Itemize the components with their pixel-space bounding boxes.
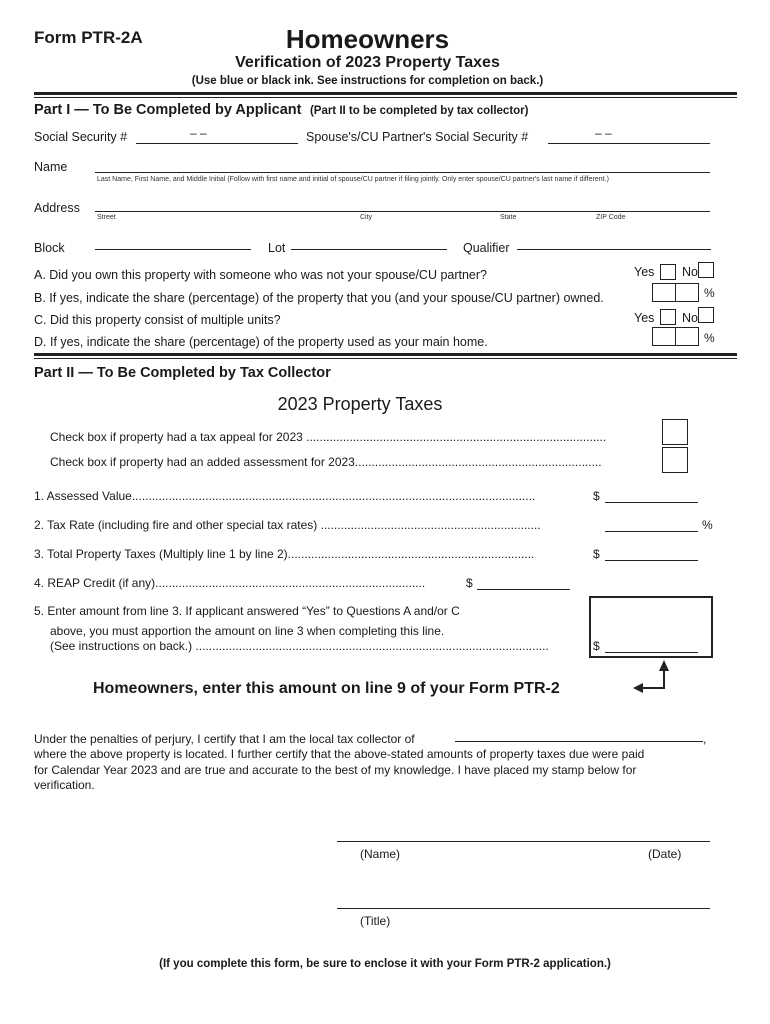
spouse-ssn-label: Spouse's/CU Partner's Social Security # [306, 130, 529, 144]
certification-line-3: for Calendar Year 2023 and are true and accurate to the best of my knowledge. I have placed my stamp below for [34, 763, 637, 777]
spouse-ssn-field[interactable] [548, 143, 710, 144]
question-a-no-checkbox[interactable] [698, 262, 714, 278]
question-a-no-label: No [682, 265, 698, 279]
form-instructions: (Use blue or black ink. See instructions for completion on back.) [191, 75, 544, 87]
line3-dollar: $ [593, 547, 600, 561]
name-label: Name [34, 160, 68, 174]
header-rule-thick [34, 92, 737, 95]
signature-title-label: (Title) [360, 914, 391, 928]
certification-line-1: Under the penalties of perjury, I certify that I am the local tax collector of [34, 732, 415, 746]
line4-label: 4. REAP Credit (if any)................................................................................. [34, 576, 426, 590]
zip-hint: ZIP Code [596, 214, 626, 221]
footer-note: (If you complete this form, be sure to enclose it with your Form PTR-2 application.) [159, 958, 611, 970]
line1-amount-field[interactable] [605, 502, 698, 503]
ssn-field[interactable] [136, 143, 298, 144]
form-id: Form PTR-2A [34, 28, 143, 47]
qualifier-field[interactable] [517, 249, 711, 250]
spouse-ssn-dashes: – – [595, 126, 612, 140]
question-c-yes-checkbox[interactable] [660, 309, 676, 325]
line5-label-3: (See instructions on back.) .......................................................................................................... [50, 639, 549, 653]
line2-label: 2. Tax Rate (including fire and other special tax rates) .................................................................. [34, 518, 541, 532]
line4-amount-field[interactable] [477, 589, 570, 590]
question-b-percent-box-1[interactable] [652, 283, 676, 302]
question-b-percent-sign: % [704, 286, 715, 300]
form-title: Homeowners [285, 24, 450, 54]
certification-line-4: verification. [34, 778, 95, 792]
name-hint: Last Name, First Name, and Middle Initial (Follow with first name and initial of spouse/CU partner if filing jointly. Only enter spouse/CU partner's last name if different.) [97, 176, 609, 183]
question-d-percent-sign: % [704, 331, 715, 345]
question-d-percent-box-1[interactable] [652, 327, 676, 346]
ssn-dashes: – – [190, 126, 207, 140]
question-a-yes-checkbox[interactable] [660, 264, 676, 280]
line5-label-2: above, you must apportion the amount on line 3 when completing this line. [50, 624, 445, 638]
question-c-no-label: No [682, 311, 698, 325]
signature-date-label: (Date) [648, 847, 682, 861]
line2-percent: % [702, 518, 713, 532]
name-field[interactable] [95, 172, 710, 173]
header-rule-thin [34, 97, 737, 98]
qualifier-label: Qualifier [463, 241, 510, 255]
address-label: Address [34, 201, 80, 215]
block-field[interactable] [95, 249, 251, 250]
added-assessment-label: Check box if property had an added assessment for 2023.......................................................................... [50, 455, 602, 469]
city-hint: City [360, 214, 373, 221]
question-c-no-checkbox[interactable] [698, 307, 714, 323]
tax-appeal-label: Check box if property had a tax appeal for 2023 .......................................................................................... [50, 430, 607, 444]
lot-label: Lot [268, 241, 286, 255]
question-d-percent-box-2[interactable] [675, 327, 699, 346]
title-signature-line[interactable] [337, 908, 710, 909]
lot-field[interactable] [291, 249, 447, 250]
certification-comma: , [703, 732, 707, 746]
line5-highlight-box [589, 596, 713, 658]
block-label: Block [34, 241, 65, 255]
ssn-label: Social Security # [34, 130, 128, 144]
question-c: C. Did this property consist of multiple units? [34, 313, 281, 327]
question-b-percent-box-2[interactable] [675, 283, 699, 302]
question-c-yes-label: Yes [634, 311, 655, 325]
part1-rule-thick [34, 353, 737, 356]
street-hint: Street [97, 214, 116, 221]
name-date-signature-line[interactable] [337, 841, 710, 842]
form-subtitle: Verification of 2023 Property Taxes [235, 54, 500, 71]
line1-label: 1. Assessed Value......................................................................................................................... [34, 489, 536, 503]
address-field[interactable] [95, 211, 710, 212]
line5-dollar: $ [593, 639, 600, 653]
line5-label-1: 5. Enter amount from line 3. If applicant answered “Yes” to Questions A and/or C [34, 604, 460, 618]
part2-section-title: 2023 Property Taxes [277, 394, 443, 414]
added-assessment-checkbox[interactable] [662, 447, 688, 473]
homeowners-note: Homeowners, enter this amount on line 9 of your Form PTR-2 [93, 680, 560, 697]
question-b: B. If yes, indicate the share (percentage) of the property that you (and your spouse/CU partner) owned. [34, 291, 604, 305]
line2-rate-field[interactable] [605, 531, 698, 532]
part1-rule-thin [34, 358, 737, 359]
line5-amount-field[interactable] [605, 652, 698, 653]
line3-label: 3. Total Property Taxes (Multiply line 1 by line 2).......................................................................... [34, 547, 535, 561]
line3-amount-field[interactable] [605, 560, 698, 561]
tax-collector-municipality-field[interactable] [455, 741, 703, 742]
question-d: D. If yes, indicate the share (percentage) of the property used as your main home. [34, 335, 488, 349]
part1-heading: Part I — To Be Completed by Applicant [34, 102, 302, 118]
signature-name-label: (Name) [360, 847, 401, 861]
line4-dollar: $ [466, 576, 473, 590]
part2-heading: Part II — To Be Completed by Tax Collector [34, 365, 331, 381]
certification-line-2: where the above property is located. I further certify that the above-stated amounts of property taxes due were paid [34, 747, 645, 761]
question-a-yes-label: Yes [634, 265, 655, 279]
part1-heading-row [34, 101, 528, 119]
question-a: A. Did you own this property with someone who was not your spouse/CU partner? [34, 268, 488, 282]
part1-heading-note: (Part II to be completed by tax collector) [309, 105, 529, 117]
line1-dollar: $ [593, 489, 600, 503]
tax-appeal-checkbox[interactable] [662, 419, 688, 445]
state-hint: State [500, 214, 517, 221]
